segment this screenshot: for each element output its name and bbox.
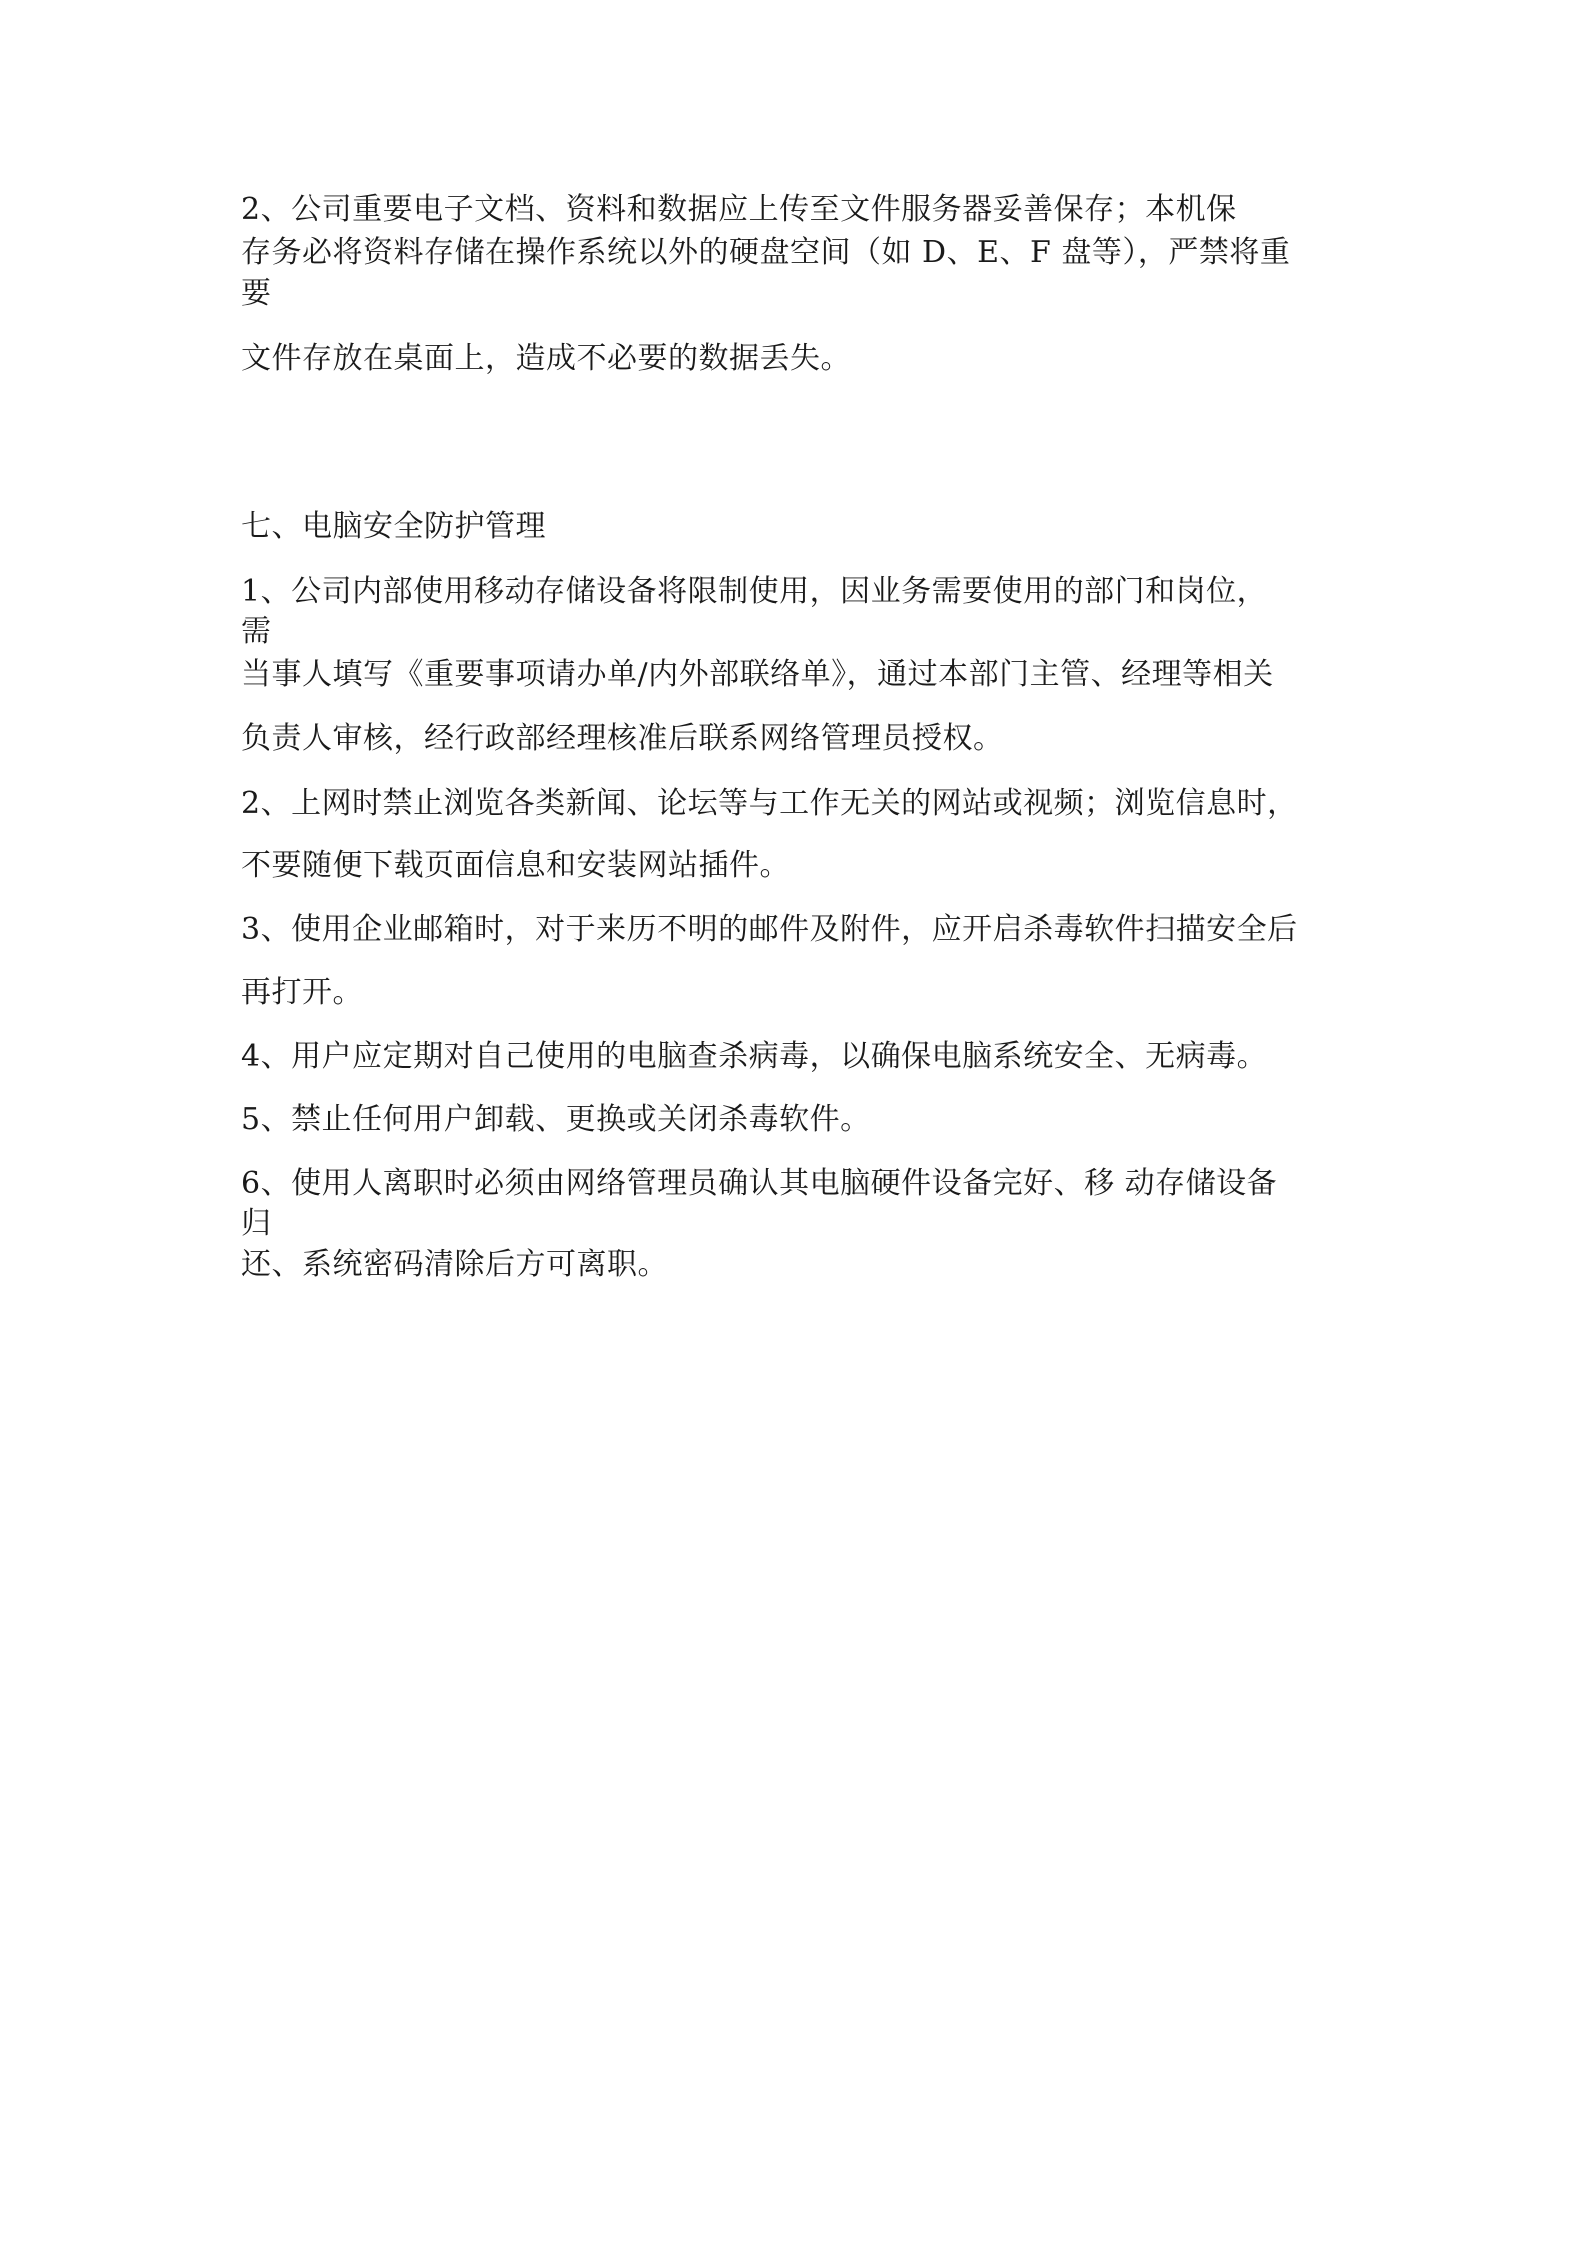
paragraph-line: 要 [241, 276, 272, 311]
paragraph-line: 文件存放在桌面上，造成不必要的数据丢失。 [241, 341, 851, 376]
paragraph-line: 2、上网时禁止浏览各类新闻、论坛等与工作无关的网站或视频；浏览信息时， [241, 786, 1298, 821]
paragraph-line: 1、公司内部使用移动存储设备将限制使用，因业务需要使用的部门和岗位， [241, 574, 1268, 609]
paragraph-line: 再打开。 [241, 975, 363, 1010]
paragraph-line: 5、禁止任何用户卸载、更换或关闭杀毒软件。 [241, 1102, 871, 1137]
paragraph-line: 负责人审核，经行政部经理核准后联系网络管理员授权。 [241, 721, 1004, 756]
paragraph-line: 2、公司重要电子文档、资料和数据应上传至文件服务器妥善保存；本机保 [241, 192, 1237, 227]
paragraph-line: 归 [241, 1206, 272, 1241]
paragraph-line: 当事人填写《重要事项请办单/内外部联络单》，通过本部门主管、经理等相关 [241, 657, 1274, 692]
section-heading: 七、电脑安全防护管理 [241, 509, 546, 544]
paragraph-line: 存务必将资料存储在操作系统以外的硬盘空间（如 D、E、F 盘等），严禁将重 [241, 235, 1291, 270]
paragraph-line: 不要随便下载页面信息和安装网站插件。 [241, 848, 790, 883]
paragraph-line: 需 [241, 614, 272, 649]
paragraph-line: 6、使用人离职时必须由网络管理员确认其电脑硬件设备完好、移 动存储设备 [241, 1166, 1278, 1201]
paragraph-line: 3、使用企业邮箱时，对于来历不明的邮件及附件，应开启杀毒软件扫描安全后 [241, 912, 1298, 947]
paragraph-line: 还、系统密码清除后方可离职。 [241, 1247, 668, 1282]
paragraph-line: 4、用户应定期对自己使用的电脑查杀病毒，以确保电脑系统安全、无病毒。 [241, 1039, 1268, 1074]
